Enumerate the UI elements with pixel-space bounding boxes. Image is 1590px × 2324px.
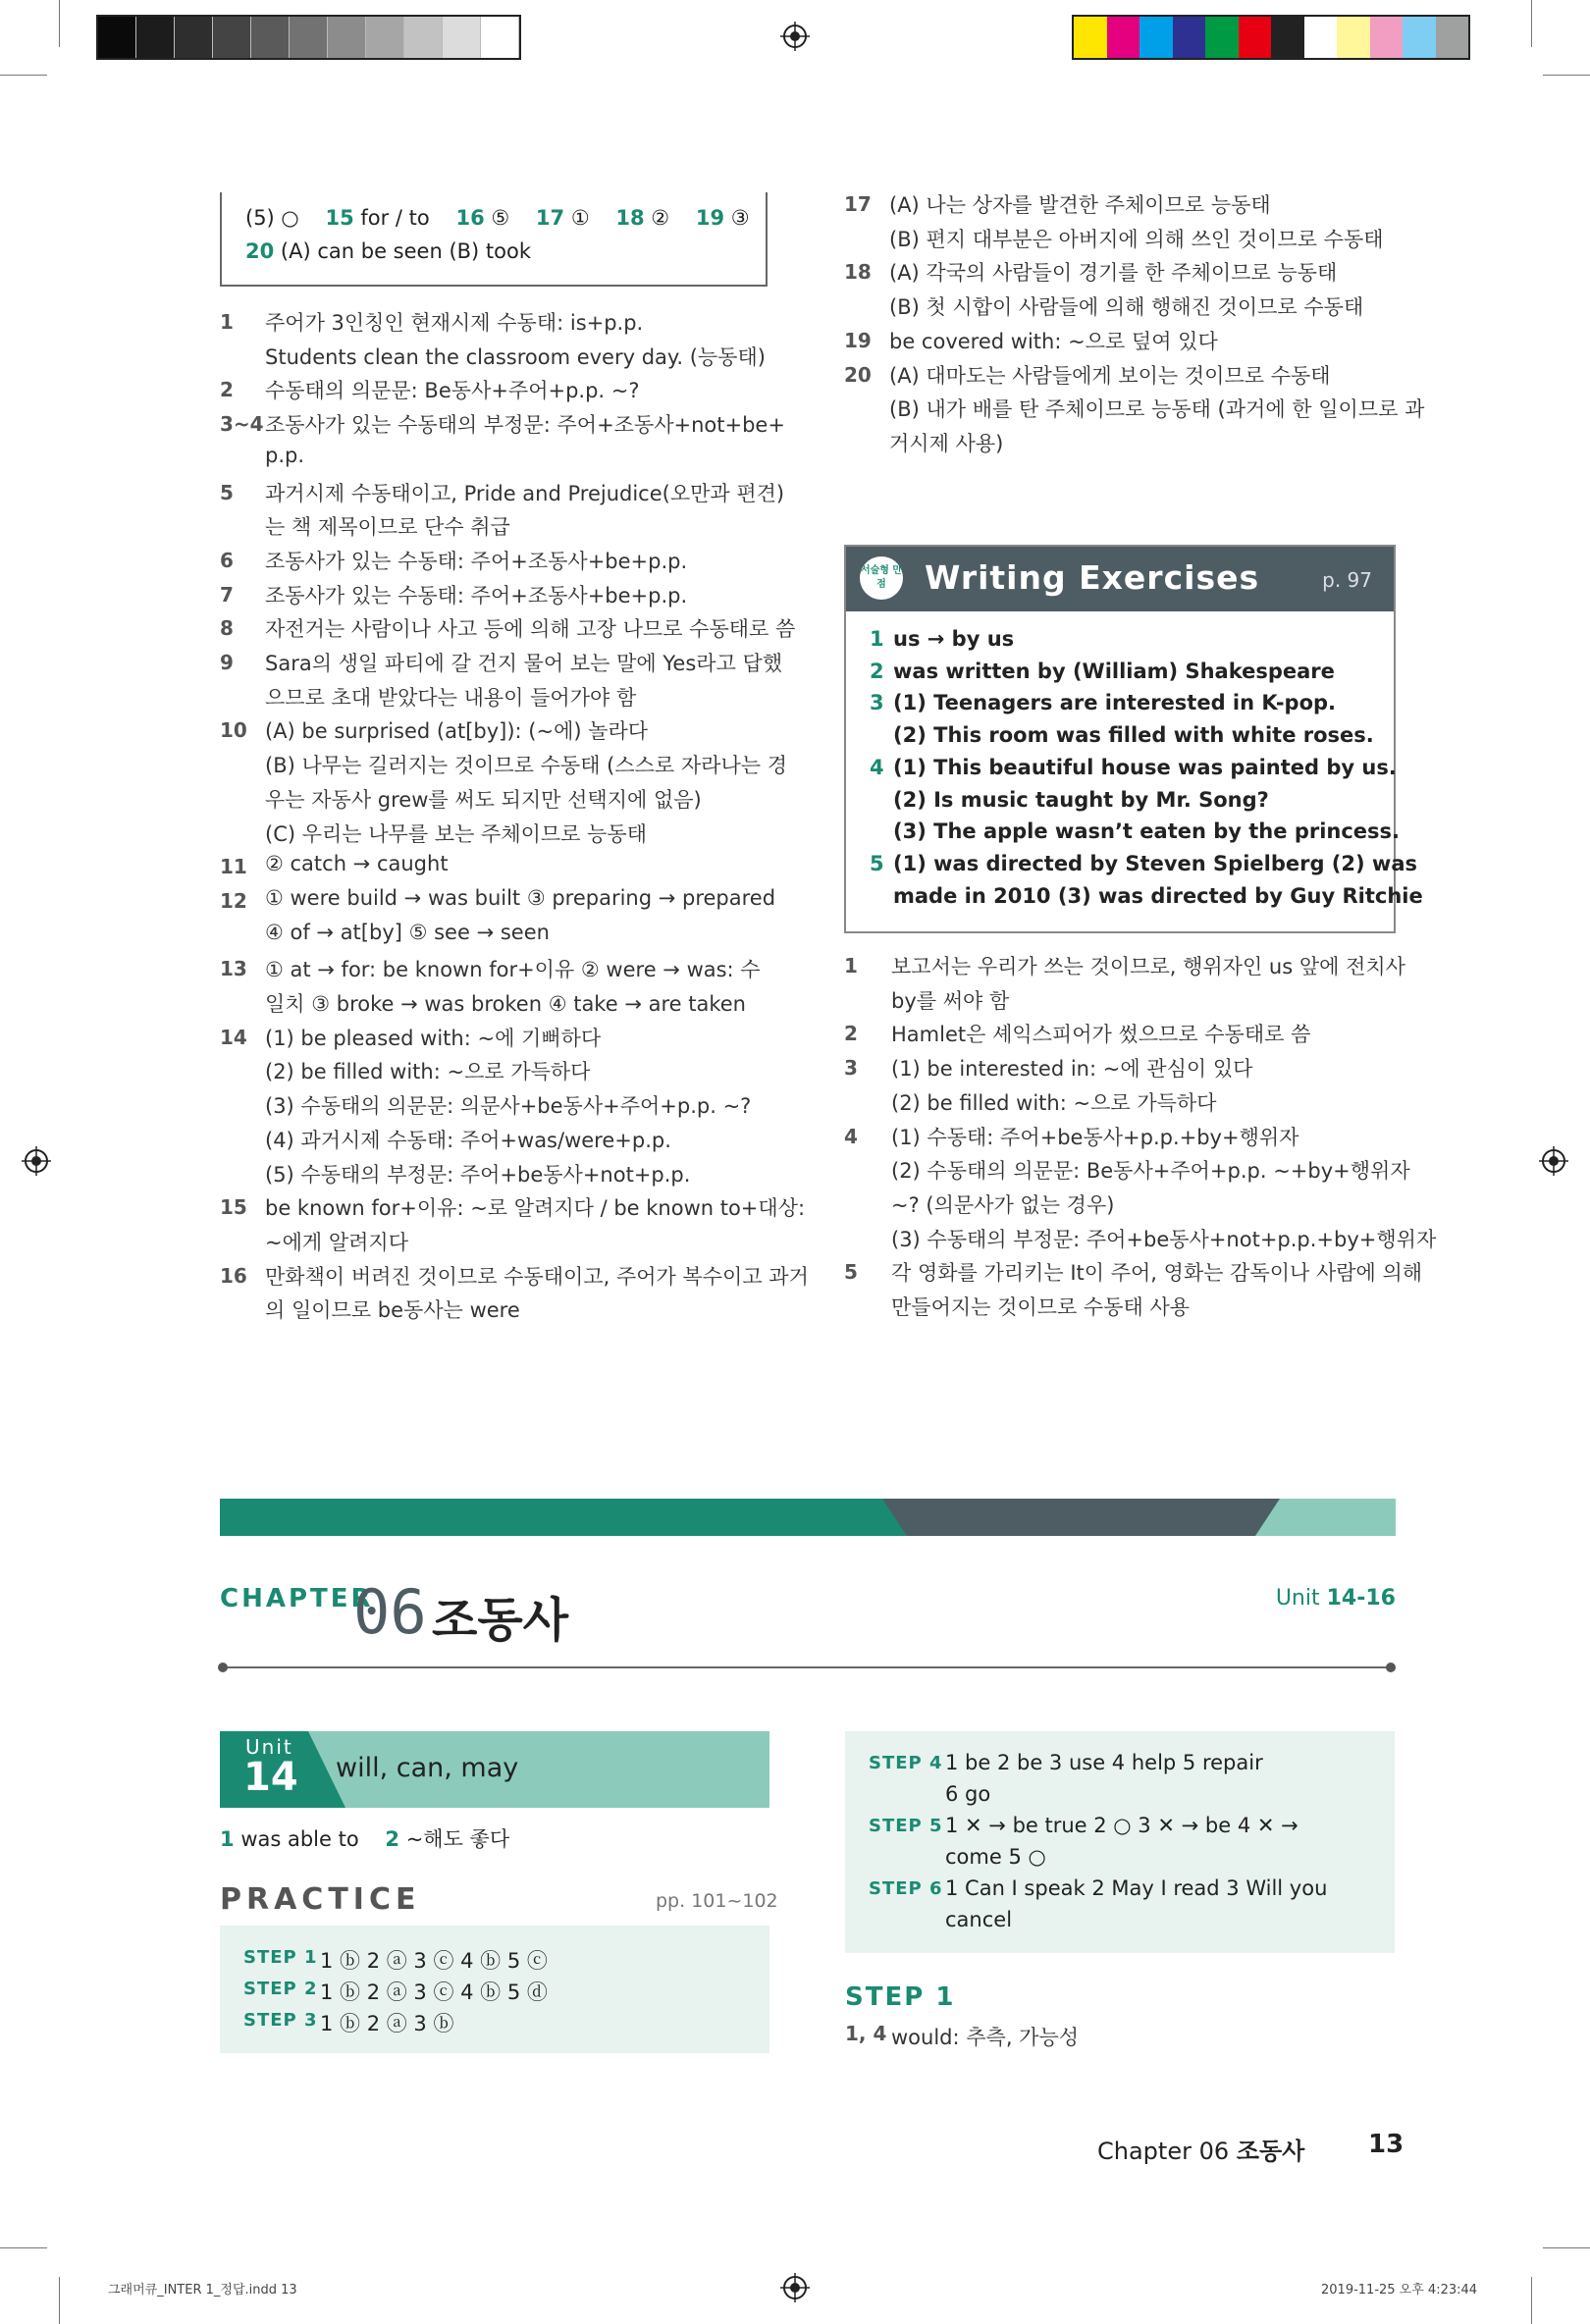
step1-heading: STEP 1	[845, 1982, 956, 2012]
explanation-line: (B) 나무는 길러지는 것이므로 수동태 (스스로 자라나는 경	[265, 754, 788, 778]
writing-exercises-header	[846, 547, 1394, 611]
answer-line: (2) This room was filled with white roses.	[893, 723, 1374, 748]
explanation-number: 20	[844, 362, 872, 387]
explanation-line: (A) 대마도는 사람들에게 보이는 것이므로 수동태	[889, 363, 1331, 388]
step-answers: 1 ⓑ 2 ⓐ 3 ⓒ 4 ⓑ 5 ⓓ	[320, 1981, 548, 2004]
explanation-line: (C) 우리는 나무를 보는 주체이므로 능동태	[265, 821, 647, 846]
unit-header	[220, 1731, 769, 1808]
explanation-line: 일치 ③ broke → was broken ④ take → are taken	[265, 992, 746, 1016]
explanation-line: by를 써야 함	[891, 988, 1010, 1013]
page-footer-chapter: Chapter 06 조동사	[1097, 2138, 1305, 2165]
explanation-line: (1) be pleased with: ~에 기뻐하다	[265, 1026, 602, 1050]
explanation-number: 2	[844, 1022, 858, 1046]
explanation-line: 보고서는 우리가 쓰는 것이므로, 행위자인 us 앞에 전치사	[891, 955, 1405, 978]
explanation-line: Students clean the classroom every day. (능동태)	[265, 344, 766, 369]
answer-line: (1) was directed by Steven Spielberg (2) was	[893, 851, 1417, 875]
explanation-number: 18	[844, 260, 872, 285]
explanation-line: (2) be filled with: ~으로 가득하다	[265, 1060, 591, 1084]
explanation-line: (3) 수동태의 부정문: 주어+be동사+not+p.p.+by+행위자	[891, 1227, 1437, 1251]
practice-steps-right	[845, 1731, 1395, 1953]
explanation-number: 5	[220, 480, 234, 504]
grayscale-color-bar	[96, 15, 521, 60]
divider	[226, 1666, 1390, 1668]
gray-swatch	[98, 17, 136, 58]
answer-line: (3) The apple wasn’t eaten by the princess.	[893, 819, 1401, 844]
step-label: STEP 1	[243, 1947, 318, 1968]
explanation-number: 9	[220, 651, 234, 674]
writing-exercises-box	[844, 545, 1423, 933]
color-swatch	[1205, 17, 1239, 58]
explanation-number: 15	[220, 1195, 247, 1220]
registration-mark-icon	[1539, 1146, 1568, 1176]
explanation-number: 4	[844, 1124, 858, 1148]
explanation-line: (5) 수동태의 부정문: 주어+be동사+not+p.p.	[265, 1162, 691, 1187]
explanation-line: ④ of → at[by] ⑤ see → seen	[265, 920, 550, 944]
explanation-number: 1	[220, 310, 234, 334]
color-swatch	[1370, 17, 1404, 58]
color-swatch	[1271, 17, 1304, 58]
print-date-info: 2019-11-25 오후 4:23:44	[1321, 2283, 1478, 2298]
explanation-line: 조동사가 있는 수동태의 부정문: 주어+조동사+not+be+	[265, 413, 785, 438]
explanation-number: 11	[220, 855, 247, 879]
gray-swatch	[328, 17, 366, 58]
explanation-line: 수동태의 의문문: Be동사+주어+p.p. ~?	[265, 379, 640, 403]
gray-swatch	[443, 17, 481, 58]
color-swatch	[1337, 17, 1370, 58]
step-label: STEP 2	[243, 1979, 318, 1999]
explanation-line: 의 일이므로 be동사는 were	[265, 1298, 520, 1323]
explanation-line: (2) 수동태의 의문문: Be동사+주어+p.p. ~+by+행위자	[891, 1159, 1410, 1184]
explanation-line: ① at → for: be known for+이유 ② were → was: 수	[265, 958, 761, 982]
answer-line-1: (5) ○ 15 for / to 16 ⑤ 17 ① 18 ② 19 ③	[245, 206, 750, 230]
page-reference: p. 97	[1322, 568, 1372, 592]
crop-mark	[59, 2277, 60, 2324]
unit-intro-answers: 1 was able to 2 ~해도 좋다	[220, 1827, 510, 1851]
explanation-line: 주어가 3인칭인 현재시제 수동태: is+p.p.	[265, 311, 644, 335]
answer-line: us → by us	[893, 627, 1015, 651]
page-number: 13	[1368, 2130, 1404, 2159]
answer-number: 5	[870, 851, 884, 875]
step-answer-line: come 5 ○	[945, 1845, 1046, 1869]
step-answers: 1 ⓑ 2 ⓐ 3 ⓒ 4 ⓑ 5 ⓒ	[320, 1949, 548, 1973]
color-swatch	[1107, 17, 1140, 58]
explanation-line: 조동사가 있는 수동태: 주어+조동사+be+p.p.	[265, 549, 688, 573]
crop-mark	[1531, 0, 1532, 47]
practice-steps-left	[220, 1926, 769, 2053]
color-swatch	[1173, 17, 1206, 58]
explanation-number: 1	[844, 954, 858, 977]
explanation-number: 10	[220, 718, 247, 743]
answer-line: was written by (William) Shakespeare	[893, 659, 1335, 683]
step-answer-line: 1 ✕ → be true 2 ○ 3 ✕ → be 4 ✕ →	[945, 1814, 1298, 1837]
practice-heading: PRACTICE	[220, 1882, 421, 1917]
explanation-line: (2) be filled with: ~으로 가득하다	[891, 1090, 1217, 1115]
registration-mark-icon	[780, 2273, 810, 2302]
step1-expl-num: 1, 4	[845, 2022, 887, 2045]
explanation-line: ~? (의문사가 없는 경우)	[891, 1192, 1115, 1217]
crop-mark	[0, 2247, 47, 2248]
explanation-line: be covered with: ~으로 덮여 있다	[889, 329, 1218, 353]
crop-mark	[1543, 2247, 1590, 2248]
divider-dot	[218, 1663, 228, 1672]
explanation-line: (1) be interested in: ~에 관심이 있다	[891, 1057, 1253, 1082]
registration-mark-icon	[22, 1146, 51, 1176]
gray-swatch	[366, 17, 404, 58]
explanation-number: 14	[220, 1025, 247, 1049]
color-swatch	[1403, 17, 1436, 58]
explanation-number: 5	[844, 1260, 858, 1285]
chapter-label: CHAPTER	[220, 1584, 374, 1613]
explanation-number: 12	[220, 888, 247, 913]
explanation-line: (B) 편지 대부분은 아버지에 의해 쓰인 것이므로 수동태	[889, 227, 1384, 251]
step-label: STEP 5	[869, 1816, 943, 1836]
crop-mark	[1543, 75, 1590, 76]
explanation-line: (A) be surprised (at[by]): (~에) 놀라다	[265, 719, 649, 744]
explanation-line: 각 영화를 가리키는 It이 주어, 영화는 감독이나 사람에 의해	[891, 1261, 1423, 1286]
explanation-number: 8	[220, 616, 234, 641]
explanation-number: 3~4	[220, 412, 264, 437]
registration-mark-icon	[780, 22, 810, 51]
gray-swatch	[213, 17, 251, 58]
crop-mark	[59, 0, 60, 47]
explanation-line: 조동사가 있는 수동태: 주어+조동사+be+p.p.	[265, 583, 688, 607]
step-label: STEP 4	[869, 1753, 943, 1773]
answer-line: (1) This beautiful house was painted by us.	[893, 755, 1397, 779]
unit-range: Unit 14-16	[1275, 1586, 1396, 1611]
step-answer-line: cancel	[945, 1908, 1013, 1931]
explanation-line: Sara의 생일 파티에 갈 건지 물어 보는 말에 Yes라고 답했	[265, 652, 783, 675]
answer-summary-box	[220, 192, 768, 287]
explanation-line: 우는 자동사 grew를 써도 되지만 선택지에 없음)	[265, 787, 702, 812]
gray-swatch	[290, 17, 328, 58]
explanation-line: (B) 첫 시합이 사람들에 의해 행해진 것이므로 수동태	[889, 295, 1364, 320]
answer-number: 4	[870, 755, 884, 779]
answer-line: made in 2010 (3) was directed by Guy Ritchie	[893, 883, 1423, 908]
explanation-line: (4) 과거시제 수동태: 주어+was/were+p.p.	[265, 1128, 671, 1152]
explanation-line: 만화책이 버려진 것이므로 수동태이고, 주어가 복수이고 과거	[265, 1264, 809, 1289]
explanation-line: (A) 나는 상자를 발견한 주체이므로 능동태	[889, 193, 1271, 217]
step-label: STEP 3	[243, 2010, 318, 2031]
chapter-title: 조동사	[432, 1593, 569, 1648]
explanation-number: 19	[844, 328, 872, 352]
gray-swatch	[404, 17, 443, 58]
explanation-line: ~에게 알려지다	[265, 1230, 408, 1254]
unit-number: 14	[243, 1755, 298, 1800]
gray-swatch	[251, 17, 290, 58]
print-file-info: 그래머큐_INTER 1_정답.indd 13	[108, 2283, 297, 2298]
answer-number: 3	[870, 691, 884, 715]
explanation-number: 3	[844, 1056, 858, 1081]
crop-mark	[1531, 2277, 1532, 2324]
explanation-line: 는 책 제목이므로 단수 취급	[265, 515, 510, 540]
explanation-line: be known for+이유: ~로 알려지다 / be known to+대상:	[265, 1196, 806, 1221]
practice-pages: pp. 101~102	[656, 1890, 778, 1912]
explanation-line: (B) 내가 배를 탄 주체이므로 능동태 (과거에 한 일이므로 과	[889, 397, 1425, 422]
chapter-banner-bar	[220, 1499, 1396, 1536]
explanation-line: 과거시제 수동태이고, Pride and Prejudice(오만과 편견)	[265, 481, 785, 505]
divider-dot	[1386, 1663, 1396, 1672]
step-answer-line: 1 Can I speak 2 May I read 3 Will you	[945, 1876, 1328, 1900]
gray-swatch	[481, 17, 519, 58]
explanation-line: ② catch → caught	[265, 852, 449, 876]
answer-line: (1) Teenagers are interested in K-pop.	[893, 691, 1337, 715]
explanation-number: 17	[844, 192, 872, 216]
badge-icon: 서술형 만점	[860, 556, 903, 600]
explanation-number: 2	[220, 378, 234, 402]
color-swatch	[1436, 17, 1469, 58]
explanation-line: 자전거는 사람이나 사고 등에 의해 고장 나므로 수동태로 씀	[265, 617, 796, 642]
unit-label: Unit	[245, 1735, 293, 1759]
explanation-line: ① were build → was built ③ preparing → prepared	[265, 885, 776, 910]
step-answer-line: 1 be 2 be 3 use 4 help 5 repair	[945, 1751, 1263, 1774]
explanation-line: (3) 수동태의 의문문: 의문사+be동사+주어+p.p. ~?	[265, 1094, 752, 1119]
explanation-line: 거시제 사용)	[889, 431, 1004, 455]
color-swatch	[1140, 17, 1173, 58]
step-answer-line: 6 go	[945, 1782, 991, 1806]
gray-swatch	[136, 17, 175, 58]
explanation-number: 7	[220, 582, 234, 607]
answer-line: (2) Is music taught by Mr. Song?	[893, 787, 1269, 812]
explanation-number: 6	[220, 548, 234, 572]
chapter-number: 06	[353, 1576, 427, 1648]
gray-swatch	[175, 17, 213, 58]
color-swatch	[1074, 17, 1107, 58]
answer-number: 1	[870, 627, 884, 651]
explanation-line: (1) 수동태: 주어+be동사+p.p.+by+행위자	[891, 1125, 1299, 1149]
writing-exercises-title: Writing Exercises	[925, 558, 1260, 597]
explanation-line: Hamlet은 셰익스피어가 썼으므로 수동태로 씀	[891, 1023, 1311, 1047]
crop-mark	[0, 75, 47, 76]
color-swatch	[1239, 17, 1272, 58]
explanation-line: (A) 각국의 사람들이 경기를 한 주체이므로 능동태	[889, 261, 1338, 286]
color-swatch	[1304, 17, 1338, 58]
step-answers: 1 ⓑ 2 ⓐ 3 ⓑ	[320, 2012, 454, 2035]
step1-expl-text: would: 추측, 가능성	[891, 2026, 1080, 2049]
answer-line-2: 20 (A) can be seen (B) took	[245, 239, 531, 263]
explanation-line: p.p.	[265, 443, 305, 467]
explanation-line: 만들어지는 것이므로 수동태 사용	[891, 1295, 1191, 1319]
step-label: STEP 6	[869, 1878, 943, 1899]
explanation-number: 13	[220, 957, 247, 981]
explanation-number: 16	[220, 1263, 247, 1288]
explanation-line: 으므로 초대 받았다는 내용이 들어가야 함	[265, 685, 637, 710]
unit-title: will, can, may	[336, 1753, 519, 1783]
cmyk-color-bar	[1072, 15, 1470, 60]
answer-number: 2	[870, 659, 884, 683]
